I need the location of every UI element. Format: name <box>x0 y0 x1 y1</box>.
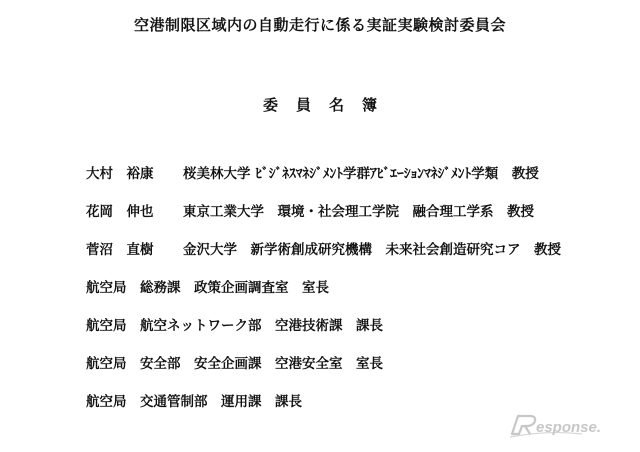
member-name: 花岡 伸也 <box>86 204 154 220</box>
member-affiliation: 桜美林大学 ﾋﾞｼﾞﾈｽﾏﾈｼﾞﾒﾝﾄ学群ｱﾋﾞｴｰｼｮﾝﾏﾈｼﾞﾒﾝﾄ学類 教授 <box>183 166 539 182</box>
response-logo-watermark <box>508 410 626 440</box>
member-row <box>86 164 626 202</box>
member-row <box>86 240 626 278</box>
member-affiliation: 航空局 安全部 安全企画課 空港安全室 室長 <box>86 356 383 372</box>
member-affiliation: 東京工業大学 環境・社会理工学院 融合理工学系 教授 <box>183 204 534 220</box>
member-row <box>86 316 626 354</box>
member-name: 大村 裕康 <box>86 166 154 182</box>
member-affiliation: 航空局 交通管制部 運用課 課長 <box>86 394 302 410</box>
member-affiliation: 金沢大学 新学術創成研究機構 未来社会創造研究コア 教授 <box>183 242 561 258</box>
response-logo-icon <box>508 410 626 440</box>
member-row <box>86 354 626 392</box>
member-name: 菅沼 直樹 <box>86 242 154 258</box>
member-list <box>86 164 626 430</box>
member-list-heading: 委員名簿 <box>262 96 395 114</box>
svg-text:esponse.: esponse. <box>536 419 602 436</box>
member-row <box>86 202 626 240</box>
member-affiliation: 航空局 航空ネットワーク部 空港技術課 課長 <box>86 318 383 334</box>
document-title: 空港制限区域内の自動走行に係る実証実験検討委員会 <box>133 16 506 34</box>
member-affiliation: 航空局 総務課 政策企画調査室 室長 <box>86 280 329 296</box>
member-row <box>86 278 626 316</box>
